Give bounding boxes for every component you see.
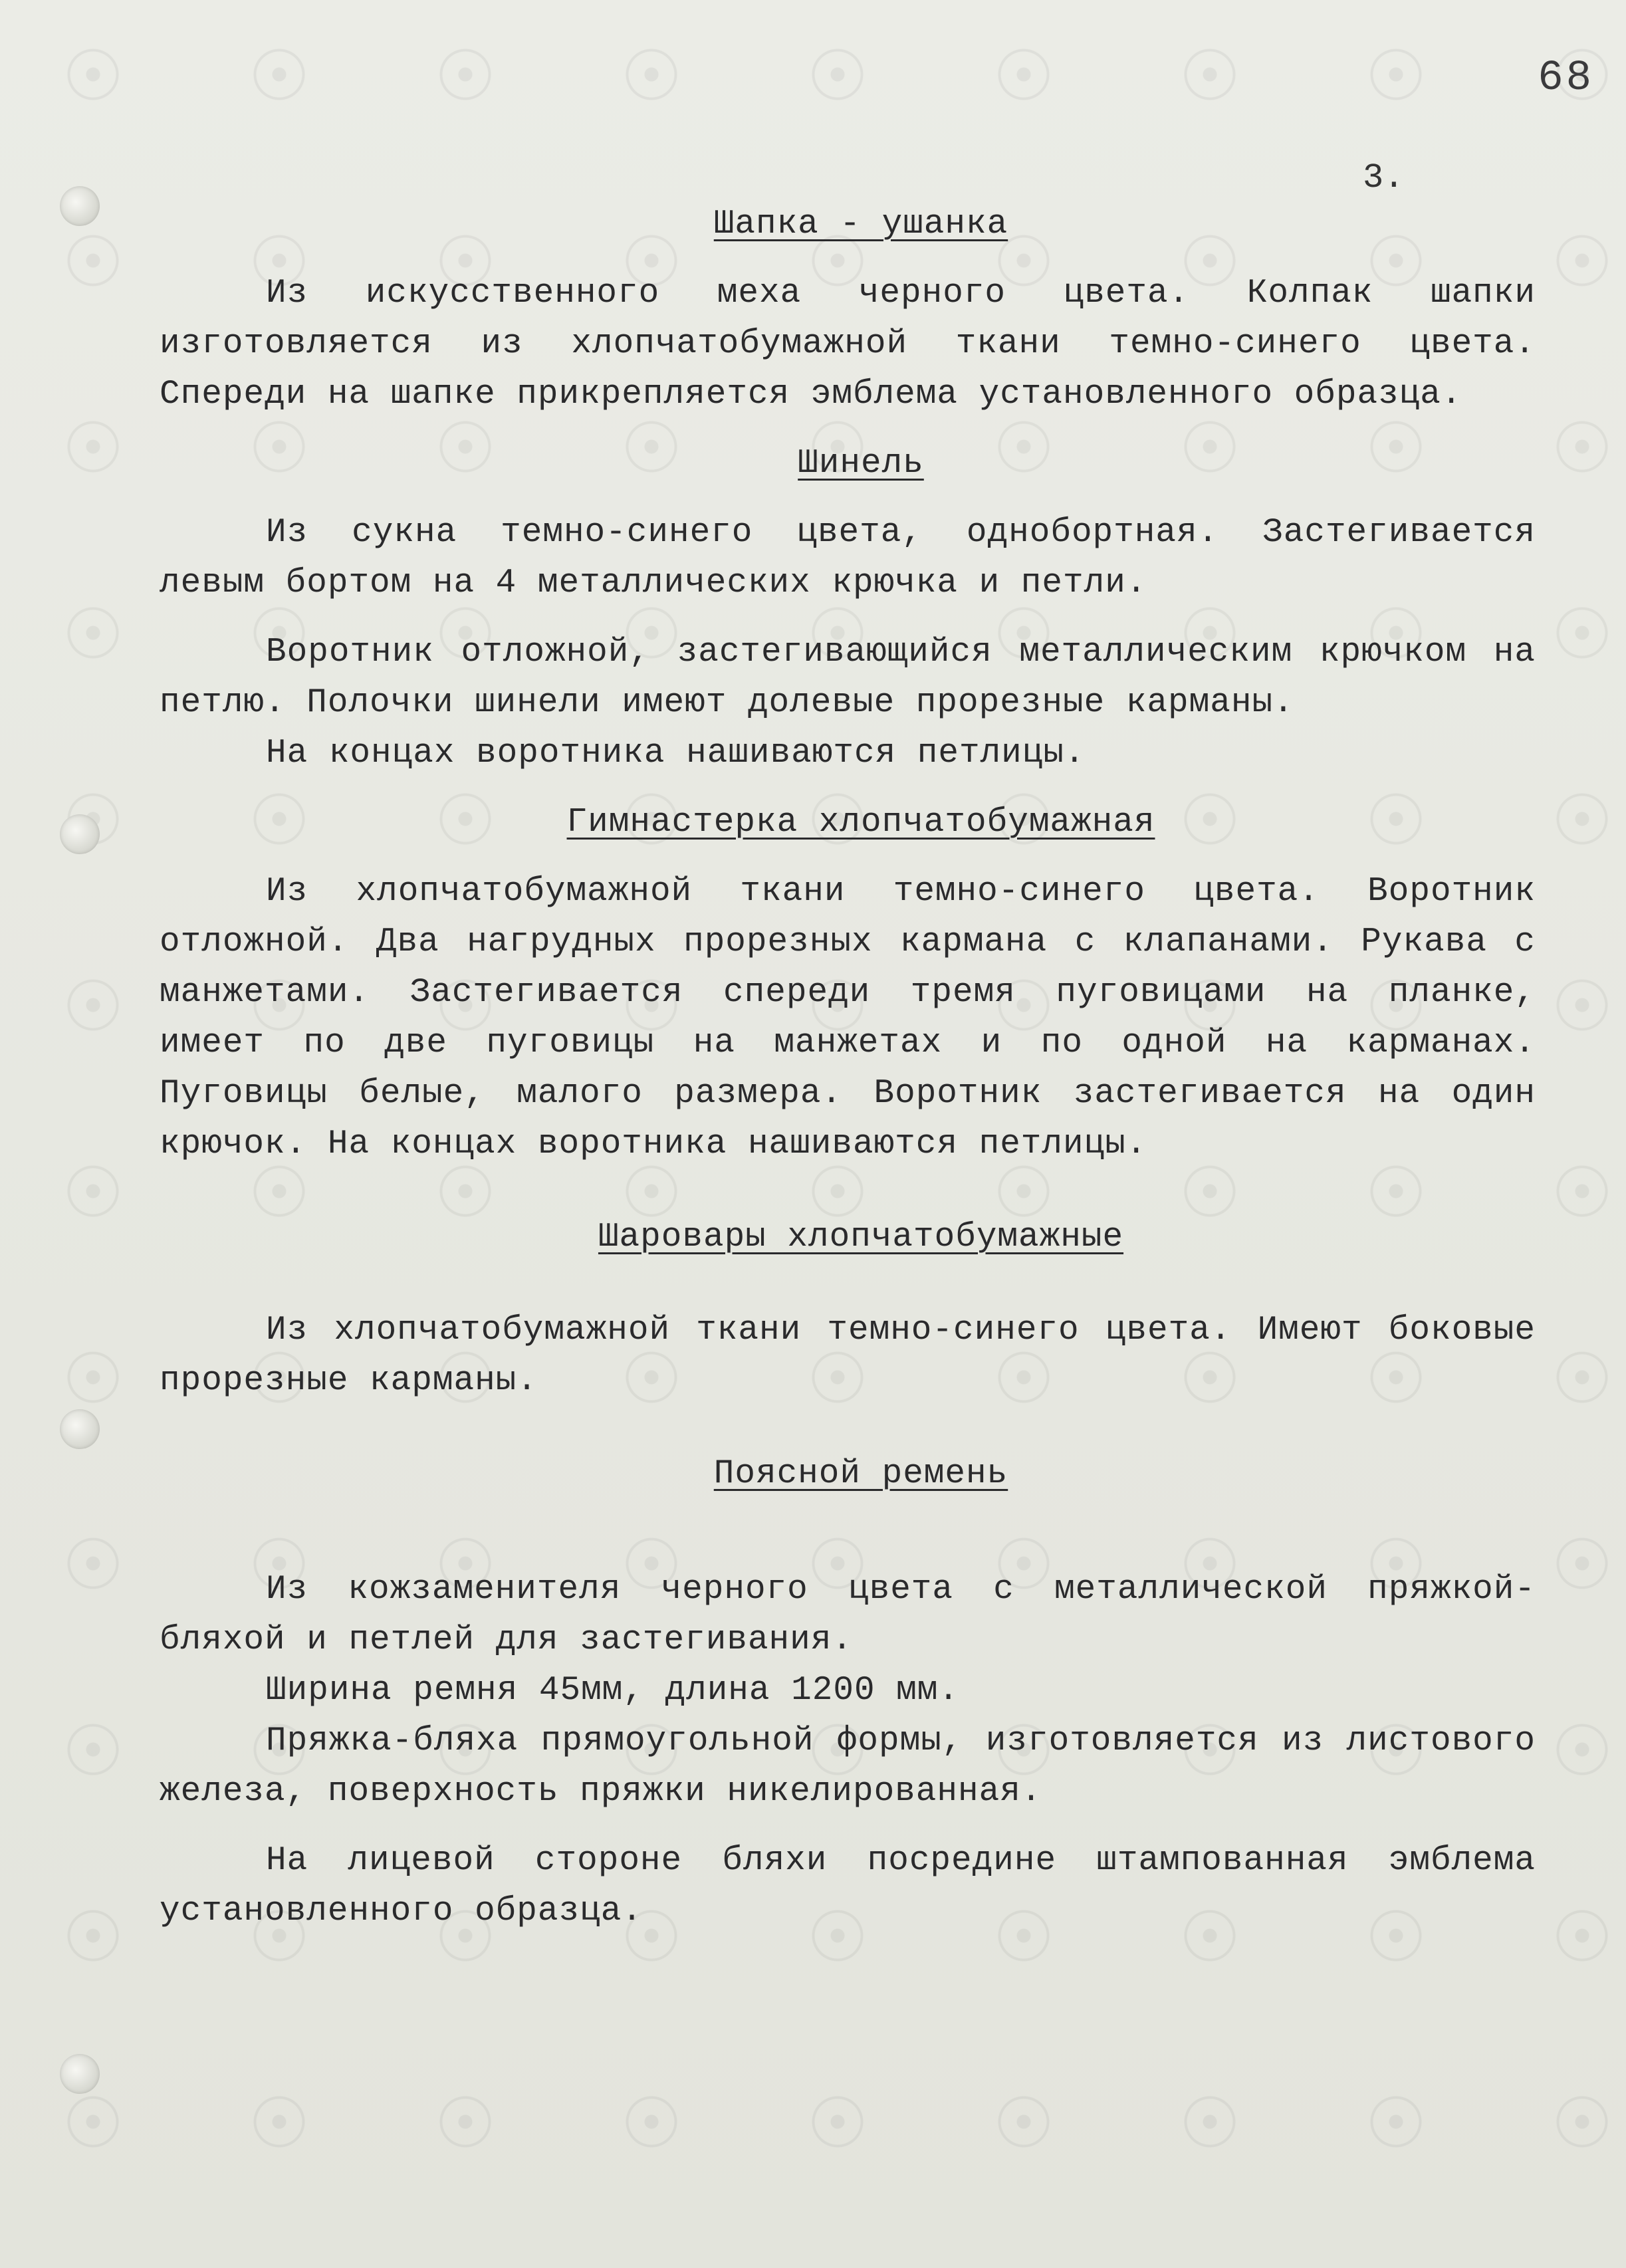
section-overcoat (160, 439, 1536, 779)
section-hat (160, 199, 1536, 420)
paragraph: Воротник отложной, застегивающийся металлическим крючком на петлю. Полочки шинели имеют долевые прорезные карманы. (160, 633, 1536, 722)
section-tunic (160, 798, 1536, 1170)
paragraph: Пряжка-бляха прямоугольной формы, изготовляется из листового железа, поверхность пряжки никелированная. (160, 1722, 1536, 1811)
section-heading: Гимнастерка хлопчатобумажная (566, 804, 1155, 842)
document-body (160, 199, 1536, 1956)
punch-hole (60, 186, 100, 226)
punch-hole (60, 2054, 100, 2094)
section-heading: Шаровары хлопчатобумажные (598, 1218, 1124, 1256)
paragraph: Из искусственного меха черного цвета. Колпак шапки изготовляется из хлопчатобумажной ткани темно-синего цвета. Спереди на шапке прикрепляется эмблема установленного образца. (160, 275, 1536, 413)
archive-page-number: 68 (1538, 55, 1594, 102)
section-heading: Шапка - ушанка (713, 205, 1008, 243)
page-number: 3. (1363, 158, 1405, 197)
paragraph: Из сукна темно-синего цвета, однобортная. Застегивается левым бортом на 4 металлических крючка и петли. (160, 514, 1536, 602)
paragraph: На лицевой стороне бляхи посредине штампованная эмблема установленного образца. (160, 1842, 1536, 1930)
paragraph: Из хлопчатобумажной ткани темно-синего цвета. Воротник отложной. Два нагрудных прорезных кармана с клапанами. Рукава с манжетами. Застегивается спереди тремя пуговицами на планке, имеет по две пуговицы на манжетах и по одной на карманах. Пуговицы белые, малого размера. Воротник застегивается на один крючок. На концах воротника нашиваются петлицы. (160, 873, 1536, 1163)
paragraph: Из хлопчатобумажной ткани темно-синего цвета. Имеют боковые прорезные карманы. (160, 1311, 1536, 1400)
punch-hole (60, 814, 100, 854)
paragraph: Ширина ремня 45мм, длина 1200 мм. (266, 1672, 959, 1710)
section-trousers (160, 1212, 1536, 1407)
paragraph: Из кожзаменителя черного цвета с металлической пряжкой-бляхой и петлей для застегивания. (160, 1571, 1536, 1659)
paragraph: На концах воротника нашиваются петлицы. (266, 735, 1086, 772)
section-heading: Шинель (798, 445, 924, 483)
punch-hole (60, 1409, 100, 1449)
section-belt (160, 1449, 1536, 1937)
section-heading: Поясной ремень (713, 1455, 1008, 1493)
